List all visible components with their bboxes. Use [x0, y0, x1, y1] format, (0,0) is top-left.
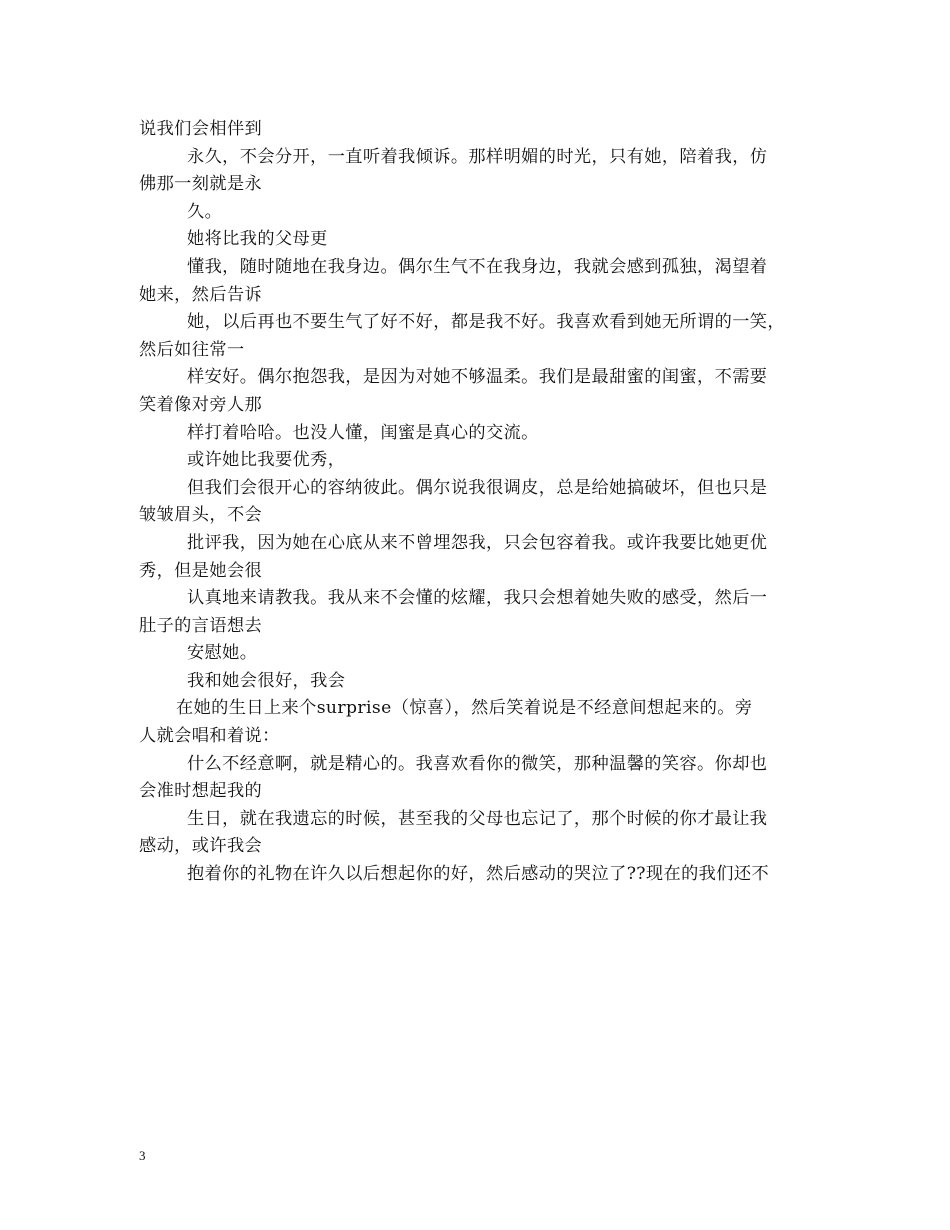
text-line: 佛那一刻就是永: [139, 174, 263, 195]
text-line: 或许她比我要优秀，: [187, 450, 346, 471]
text-line: 样安好。偶尔抱怨我，是因为对她不够温柔。我们是最甜蜜的闺蜜，不需要: [187, 367, 768, 388]
text-line: 认真地来请教我。我从来不会懂的炫耀，我只会想着她失败的感受，然后一: [187, 588, 768, 609]
body-text: [139, 116, 829, 889]
text-line: 生日，就在我遗忘的时候，甚至我的父母也忘记了，那个时候的你才最让我: [187, 808, 768, 829]
text-line: 久。: [187, 201, 223, 222]
text-line: 样打着哈哈。也没人懂，闺蜜是真心的交流。: [187, 422, 539, 443]
text-line: 笑着像对旁人那: [139, 394, 263, 415]
text-line: 秀，但是她会很: [139, 560, 263, 581]
text-line: 懂我，随时随地在我身边。偶尔生气不在我身边，我就会感到孤独，渴望着: [187, 256, 768, 277]
text-line: 感动，或许我会: [139, 836, 263, 857]
text-line: 人就会唱和着说：: [139, 726, 280, 747]
text-line: 安慰她。: [187, 643, 258, 664]
text-line: 什么不经意啊，就是精心的。我喜欢看你的微笑，那种温馨的笑容。你却也: [187, 753, 768, 774]
text-line: 我和她会很好，我会: [187, 670, 346, 691]
text-line: 永久，不会分开，一直听着我倾诉。那样明媚的时光，只有她，陪着我，仿: [187, 146, 768, 167]
text-line: 然后如往常一: [139, 339, 245, 360]
text-line: 批评我，因为她在心底从来不曾埋怨我，只会包容着我。或许我要比她更优: [187, 532, 768, 553]
page-number: 3: [139, 1148, 146, 1163]
text-line: 会准时想起我的: [139, 781, 263, 802]
text-line: 在她的生日上来个surprise（惊喜），然后笑着说是不经意间想起来的。旁: [176, 698, 753, 719]
text-line: 但我们会很开心的容纳彼此。偶尔说我很调皮，总是给她搞破坏，但也只是: [187, 477, 768, 498]
text-line: 肚子的言语想去: [139, 615, 263, 636]
text-line: 说我们会相伴到: [139, 119, 263, 139]
text-line: 她，以后再也不要生气了好不好，都是我不好。我喜欢看到她无所谓的一笑，: [187, 312, 785, 333]
text-line: 她来，然后告诉: [139, 284, 263, 305]
text-line: 她将比我的父母更: [187, 229, 328, 250]
text-line: 抱着你的礼物在许久以后想起你的好，然后感动的哭泣了??现在的我们还不: [187, 864, 770, 885]
text-line: 皱皱眉头，不会: [139, 505, 263, 526]
